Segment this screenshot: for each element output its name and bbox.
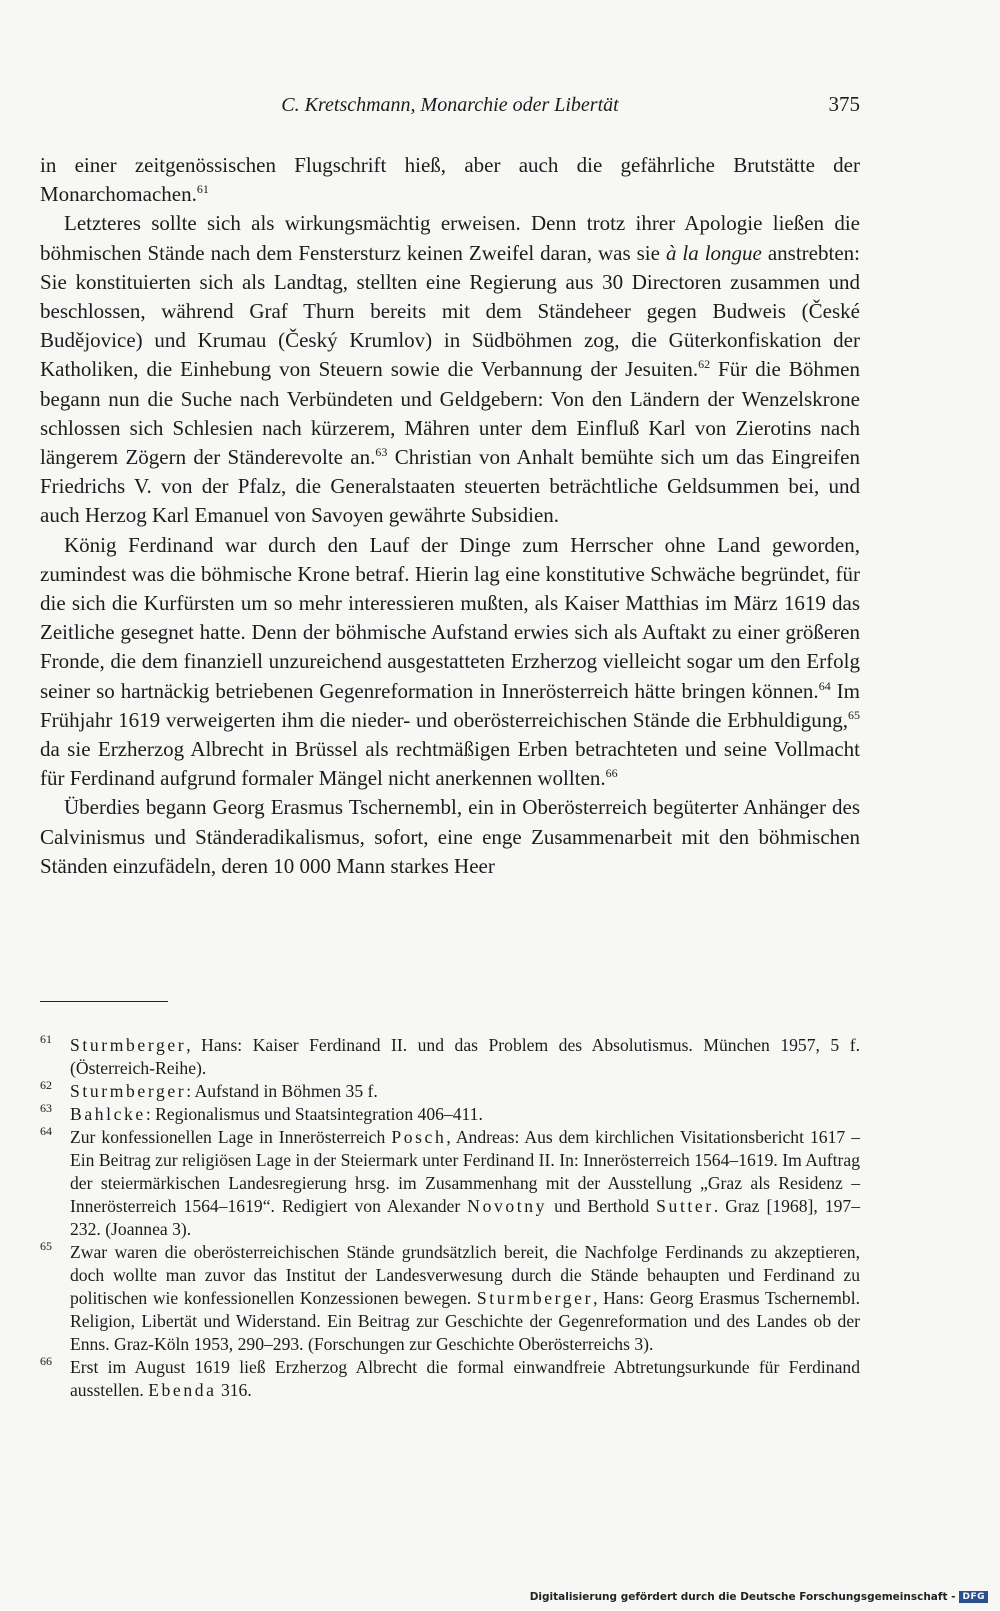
paragraph-1 [40,151,860,209]
author-name: Sutter [656,1196,714,1216]
footnote-64 [40,1126,860,1241]
text-run: in einer zeitgenössischen Flugschrift hieß, aber auch die gefährliche Brutstätte der Monarchomachen. [40,153,860,207]
footnote-ref-63[interactable]: 63 [375,445,388,460]
text-run: Für die Böhmen begann nun die Suche nach Verbündeten und Geldgebern: Von den Ländern der Wenzelskrone schlossen sich Schlesien nach kürzerem, Mähren unter dem Einfluß Karl von Zierotins nach längerem Zögern der Ständerevolte an. [40,357,860,470]
footnote-text: 316. [216,1380,252,1400]
text-run: Letzteres sollte sich als wirkungsmächtig erweisen. Denn trotz ihrer Apologie ließen die böhmischen Stände nach dem Fenstersturz keinen Zweifel daran, was sie [40,211,860,265]
footnote-text: , Hans: Kaiser Ferdinand II. und das Problem des Absolutismus. München 1957, 5 f. (Österreich-Reihe). [70,1035,860,1078]
paragraph-3 [40,531,860,794]
author-name: Sturmberger [476,1288,594,1308]
digitization-stamp [530,1591,988,1603]
stamp-text: Digitalisierung gefördert durch die Deutsche Forschungsgemeinschaft - [529,1591,956,1603]
page-number: 375 [828,92,860,116]
footnote-text: : Regionalismus und Staatsintegration 406–411. [145,1104,483,1124]
footnote-text: : Aufstand in Böhmen 35 f. [186,1081,378,1101]
text-run: König Ferdinand war durch den Lauf der Dinge zum Herrscher ohne Land geworden, zumindest was die böhmische Krone betraf. Hierin lag eine konstitutive Schwäche begründet, für die sich die Kurfürsten um so mehr interessieren mußten, als Kaiser Matthias im März 1619 das Zeitliche gesegnet hatte. Denn der böhmische Aufstand erwies sich als Auftakt zu einer größeren Fronde, die dem finanziell unzureichend ausgestatteten Erzherzog vielleicht sogar um den Erfolg seiner so hartnäckig betriebenen Gegenreformation in Innerösterreich hätte bringen können. [40,532,860,703]
italic-phrase: à la longue [665,240,762,265]
footnote-ref-65[interactable]: 65 [848,707,860,722]
footnote-61 [40,1034,860,1080]
author-name: Posch [391,1127,447,1147]
footnote-text: Zur konfessionellen Lage in Innerösterreich [70,1127,392,1147]
author-name: Sturmberger [70,1035,187,1055]
footnote-66 [40,1356,860,1402]
footnotes [40,1034,860,1402]
author-name: Sturmberger [70,1081,187,1101]
text-run: da sie Erzherzog Albrecht in Brüssel als rechtmäßigen Erben betrachteten und seine Vollmacht für Ferdinand aufgrund formaler Mängel nicht anerkennen wollten. [40,737,860,791]
text-run: Im Frühjahr 1619 verweigerten ihm die nieder- und oberösterreichischen Stände die Erbhuldigung, [40,678,861,732]
footnote-text: , Hans: Georg Erasmus Tschernembl. Religion, Libertät und Widerstand. Ein Beitrag zur Geschichte der Gegenreformation und des Landes ob der Enns. Graz-Köln 1953, 290–293. (Forschungen zur Geschichte Oberösterreichs 3). [70,1288,860,1354]
footnote-text: . Graz [1968], 197–232. (Joannea 3). [70,1196,861,1239]
footnote-ref-62[interactable]: 62 [698,357,711,372]
footnote-number: 64 [40,1124,52,1138]
text-run: Christian von Anhalt bemühte sich um das Eingreifen Friedrichs V. von der Pfalz, die Generalstaaten steuerten beträchtliche Geldsummen bei, und auch Herzog Karl Emanuel von Savoyen gewährte Subsidien. [40,445,860,528]
text-run: anstrebten: Sie konstituierten sich als Landtag, stellten eine Regierung aus 30 Directoren zusammen und beschlossen, während Graf Thurn bereits mit dem Ständeheer gegen Budweis (České Budějovice) und Krumau (Český Krumlov) in Südböhmen zog, die Güterkonfiskation der Katholiken, die Einhebung von Steuern sowie die Verbannung der Jesuiten. [40,240,860,382]
text-run: Überdies begann Georg Erasmus Tschernembl, ein in Oberösterreich begüterter Anhänger des Calvinismus und Ständeradikalismus, sofort, eine enge Zusammenarbeit mit den böhmischen Ständen einzufädeln, deren 10 000 Mann starkes Heer [40,795,860,878]
footnote-65 [40,1241,860,1356]
footnote-text: und Berthold [547,1196,657,1216]
footnote-number: 61 [40,1032,52,1046]
running-header [40,92,860,122]
footnote-number: 62 [40,1078,52,1092]
footnote-number: 63 [40,1101,52,1115]
author-name: Novotny [467,1196,548,1216]
paragraph-2 [40,209,860,530]
footnote-text: , Andreas: Aus dem kirchlichen Visitationsbericht 1617 – Ein Beitrag zur religiösen Lage in der Steiermark unter Ferdinand II. In: Innerösterreich 1564–1619. Im Auftrag der steiermärkischen Landesregierung hrsg. im Zusammenhang mit der Ausstellung „Graz als Residenz – Innerösterreich 1564–1619“. Redigiert von Alexander [70,1127,861,1216]
paragraph-4 [40,793,860,881]
footnote-63 [40,1103,860,1126]
footnote-62 [40,1080,860,1103]
footnote-text: Erst im August 1619 ließ Erzherzog Albrecht die formal einwandfreie Abtretungsurkunde für Ferdinand ausstellen. [70,1357,860,1400]
body-text [40,151,860,881]
footnote-ref-61[interactable]: 61 [196,182,209,197]
dfg-logo: DFG [959,1591,988,1603]
author-name: Bahlcke [70,1104,146,1124]
footnote-ref-66[interactable]: 66 [605,766,618,781]
running-title: C. Kretschmann, Monarchie oder Libertät [281,94,619,116]
footnote-ref-64[interactable]: 64 [818,678,831,693]
footnote-separator [40,1001,168,1002]
footnote-number: 66 [40,1354,52,1368]
author-name: Ebenda [148,1380,217,1400]
footnote-text: Zwar waren die oberösterreichischen Stände grundsätzlich bereit, die Nachfolge Ferdinands zu akzeptieren, doch wollte man zuvor das Institut der Landesverwesung durch die Stände behaupten und Ferdinand zu politischen wie konfessionellen Konzessionen bewegen. [70,1242,860,1308]
footnote-number: 65 [40,1239,52,1253]
